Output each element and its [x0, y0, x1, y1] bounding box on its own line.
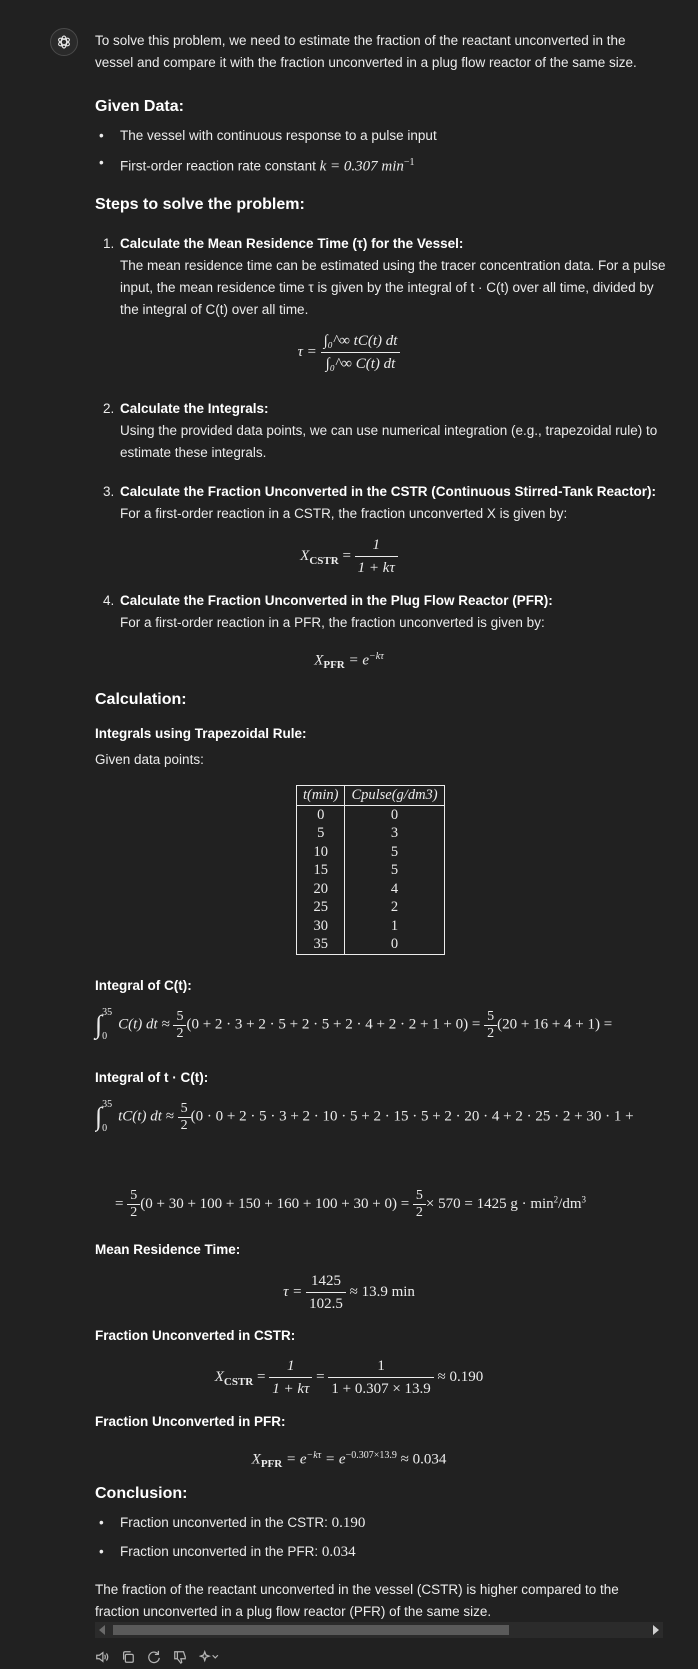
table-cell: 35: [297, 935, 345, 954]
table-cell: 20: [297, 880, 345, 899]
thumbs-down-icon[interactable]: [171, 1649, 189, 1665]
table-cell: 5: [345, 861, 444, 880]
scroll-right-icon[interactable]: [653, 1625, 659, 1635]
list-item: • Fraction unconverted in the PFR: 0.034: [95, 1541, 665, 1563]
pfr-title: Fraction Unconverted in PFR:: [95, 1414, 286, 1429]
cstr-title: Fraction Unconverted in CSTR:: [95, 1328, 296, 1343]
table-cell: 15: [297, 861, 345, 880]
message-actions: [93, 1649, 223, 1665]
scroll-thumb[interactable]: [113, 1625, 509, 1635]
table-cell: 30: [297, 917, 345, 936]
table-row: [297, 880, 445, 899]
step-2: 2. Calculate the Integrals: Using the provided data points, we can use numerical integration (e.g., trapezoidal rule) to estimate these integrals.: [103, 401, 658, 460]
integral-sign-icon: ∫: [95, 1010, 103, 1039]
tau-equation: τ = $\frac{\text{∫₀\textasciicircum{}∞ tC(t) dt}}{\text{∫₀\textasciicircum{}∞ C(t) dt}}$: [0, 330, 698, 375]
mean-residence-title: Mean Residence Time:: [95, 1242, 241, 1257]
table-cell: 0: [345, 935, 444, 954]
data-table: [296, 785, 445, 955]
assistant-avatar: [50, 28, 78, 56]
table-cell: 5: [297, 824, 345, 843]
steps-heading: Steps to solve the problem:: [95, 196, 305, 213]
step-4: 4. Calculate the Fraction Unconverted in the Plug Flow Reactor (PFR): For a first-order reaction in a PFR, the fraction unconverted is given by:: [103, 593, 553, 630]
table-cell: 1: [345, 917, 444, 936]
table-row: [297, 935, 445, 954]
integral-c-equation: ∫ 35 0 C(t) dt ≈ $\frac{5}{2}$ (0 + 2 · 3 + 2 · 5 + 2 · 5 + 2 · 4 + 2 · 2 + 1 + 0) = $\frac{5}{2}$ (20 + 16 + 4 + 1) =: [95, 1007, 613, 1042]
table-row: [297, 917, 445, 936]
intro-paragraph: To solve this problem, we need to estimate the fraction of the reactant unconverted in the vessel and compare it with the fraction unconverted in a plug flow reactor of the same size.: [95, 33, 637, 70]
list-item: • Fraction unconverted in the CSTR: 0.190: [95, 1512, 665, 1534]
cstr-formula: $X_{CSTR}$ = $\frac{1}{1 + k\tau}$: [0, 534, 698, 579]
horizontal-scrollbar[interactable]: [95, 1622, 663, 1638]
table-cell: 5: [345, 843, 444, 862]
chevron-down-icon: [213, 1655, 218, 1658]
table-header: t(min): [297, 786, 345, 806]
table-cell: 0: [345, 805, 444, 824]
openai-logo-icon: [56, 34, 72, 50]
conclusion-heading: Conclusion:: [95, 1485, 188, 1502]
trapezoidal-title: Integrals using Trapezoidal Rule:: [95, 726, 307, 741]
table-row: [297, 843, 445, 862]
integral-c-title: Integral of C(t):: [95, 978, 192, 993]
integral-sign-icon: ∫: [95, 1102, 103, 1131]
table-row: [297, 861, 445, 880]
table-row: [297, 898, 445, 917]
table-row: [297, 805, 445, 824]
copy-icon[interactable]: [119, 1649, 137, 1665]
conclusion-summary: The fraction of the reactant unconverted in the vessel (CSTR) is higher compared to the fraction unconverted in a plug flow reactor (PFR) of the same size.: [95, 1582, 619, 1619]
pfr-formula: $X_{PFR} = e^{-k\tau}$: [314, 651, 384, 672]
table-cell: 10: [297, 843, 345, 862]
calculation-heading: Calculation:: [95, 691, 187, 708]
table-row: [297, 824, 445, 843]
given-list: [95, 125, 665, 147]
integral-tc-result: = $\frac{5}{2}$ (0 + 30 + 100 + 150 + 160 + 100 + 30 + 0) = $\frac{5}{2}$ × 570 = 1425 $g \cdot \min^2/dm^3$: [115, 1188, 587, 1220]
table-header: Cpulse(g/dm3): [345, 786, 444, 806]
sparkle-icon[interactable]: [197, 1649, 223, 1665]
table-cell: 3: [345, 824, 444, 843]
given-list-2: [95, 152, 665, 178]
step-3: 3. Calculate the Fraction Unconverted in the CSTR (Continuous Stirred-Tank Reactor): For a first-order reaction in a CSTR, the fraction unconverted X is given by:: [103, 484, 657, 521]
integral-tc-title: Integral of t · C(t):: [95, 1070, 209, 1085]
cstr-equation: $X_{CSTR}$ = $\frac{1}{1 + k\tau}$ = $\frac{1}{1 + 0.307 \times 13.9}$ ≈ 0.190: [0, 1355, 698, 1400]
conclusion-list: [95, 1512, 665, 1534]
table-cell: 0: [297, 805, 345, 824]
table-cell: 4: [345, 880, 444, 899]
scroll-left-icon[interactable]: [99, 1625, 105, 1635]
mean-residence-equation: τ = $\frac{1425}{102.5}$ ≈ 13.9 min: [0, 1270, 698, 1315]
conclusion-list-2: [95, 1541, 665, 1563]
pfr-equation: $X_{PFR} = e^{-k\tau} = e^{-0.307\times 13.9} \approx 0.034$: [251, 1450, 447, 1471]
table-cell: 2: [345, 898, 444, 917]
table-cell: 25: [297, 898, 345, 917]
regenerate-icon[interactable]: [145, 1649, 163, 1665]
integral-tc-equation: ∫ 35 0 tC(t) dt ≈ $\frac{5}{2}$ (0 · 0 + 2 · 5 · 3 + 2 · 10 · 5 + 2 · 15 · 5 + 2 · 20 · 4 + 2 · 25 · 2 + 30 · 1 +: [95, 1100, 634, 1134]
given-heading: Given Data:: [95, 98, 184, 115]
list-item: • The vessel with continuous response to a pulse input: [95, 125, 665, 147]
read-aloud-icon[interactable]: [93, 1649, 111, 1665]
list-item: • First-order reaction rate constant k = 0.307 $\min^{-1}$: [95, 152, 665, 178]
given-points-label: Given data points:: [95, 752, 204, 767]
step-1: 1. Calculate the Mean Residence Time (τ) for the Vessel: The mean residence time can be estimated using the tracer concentration data. For a pulse input, the mean residence time τ is given by the integral of t · C(t) over all time, divided by the integral of C(t) over all time.: [103, 236, 666, 317]
